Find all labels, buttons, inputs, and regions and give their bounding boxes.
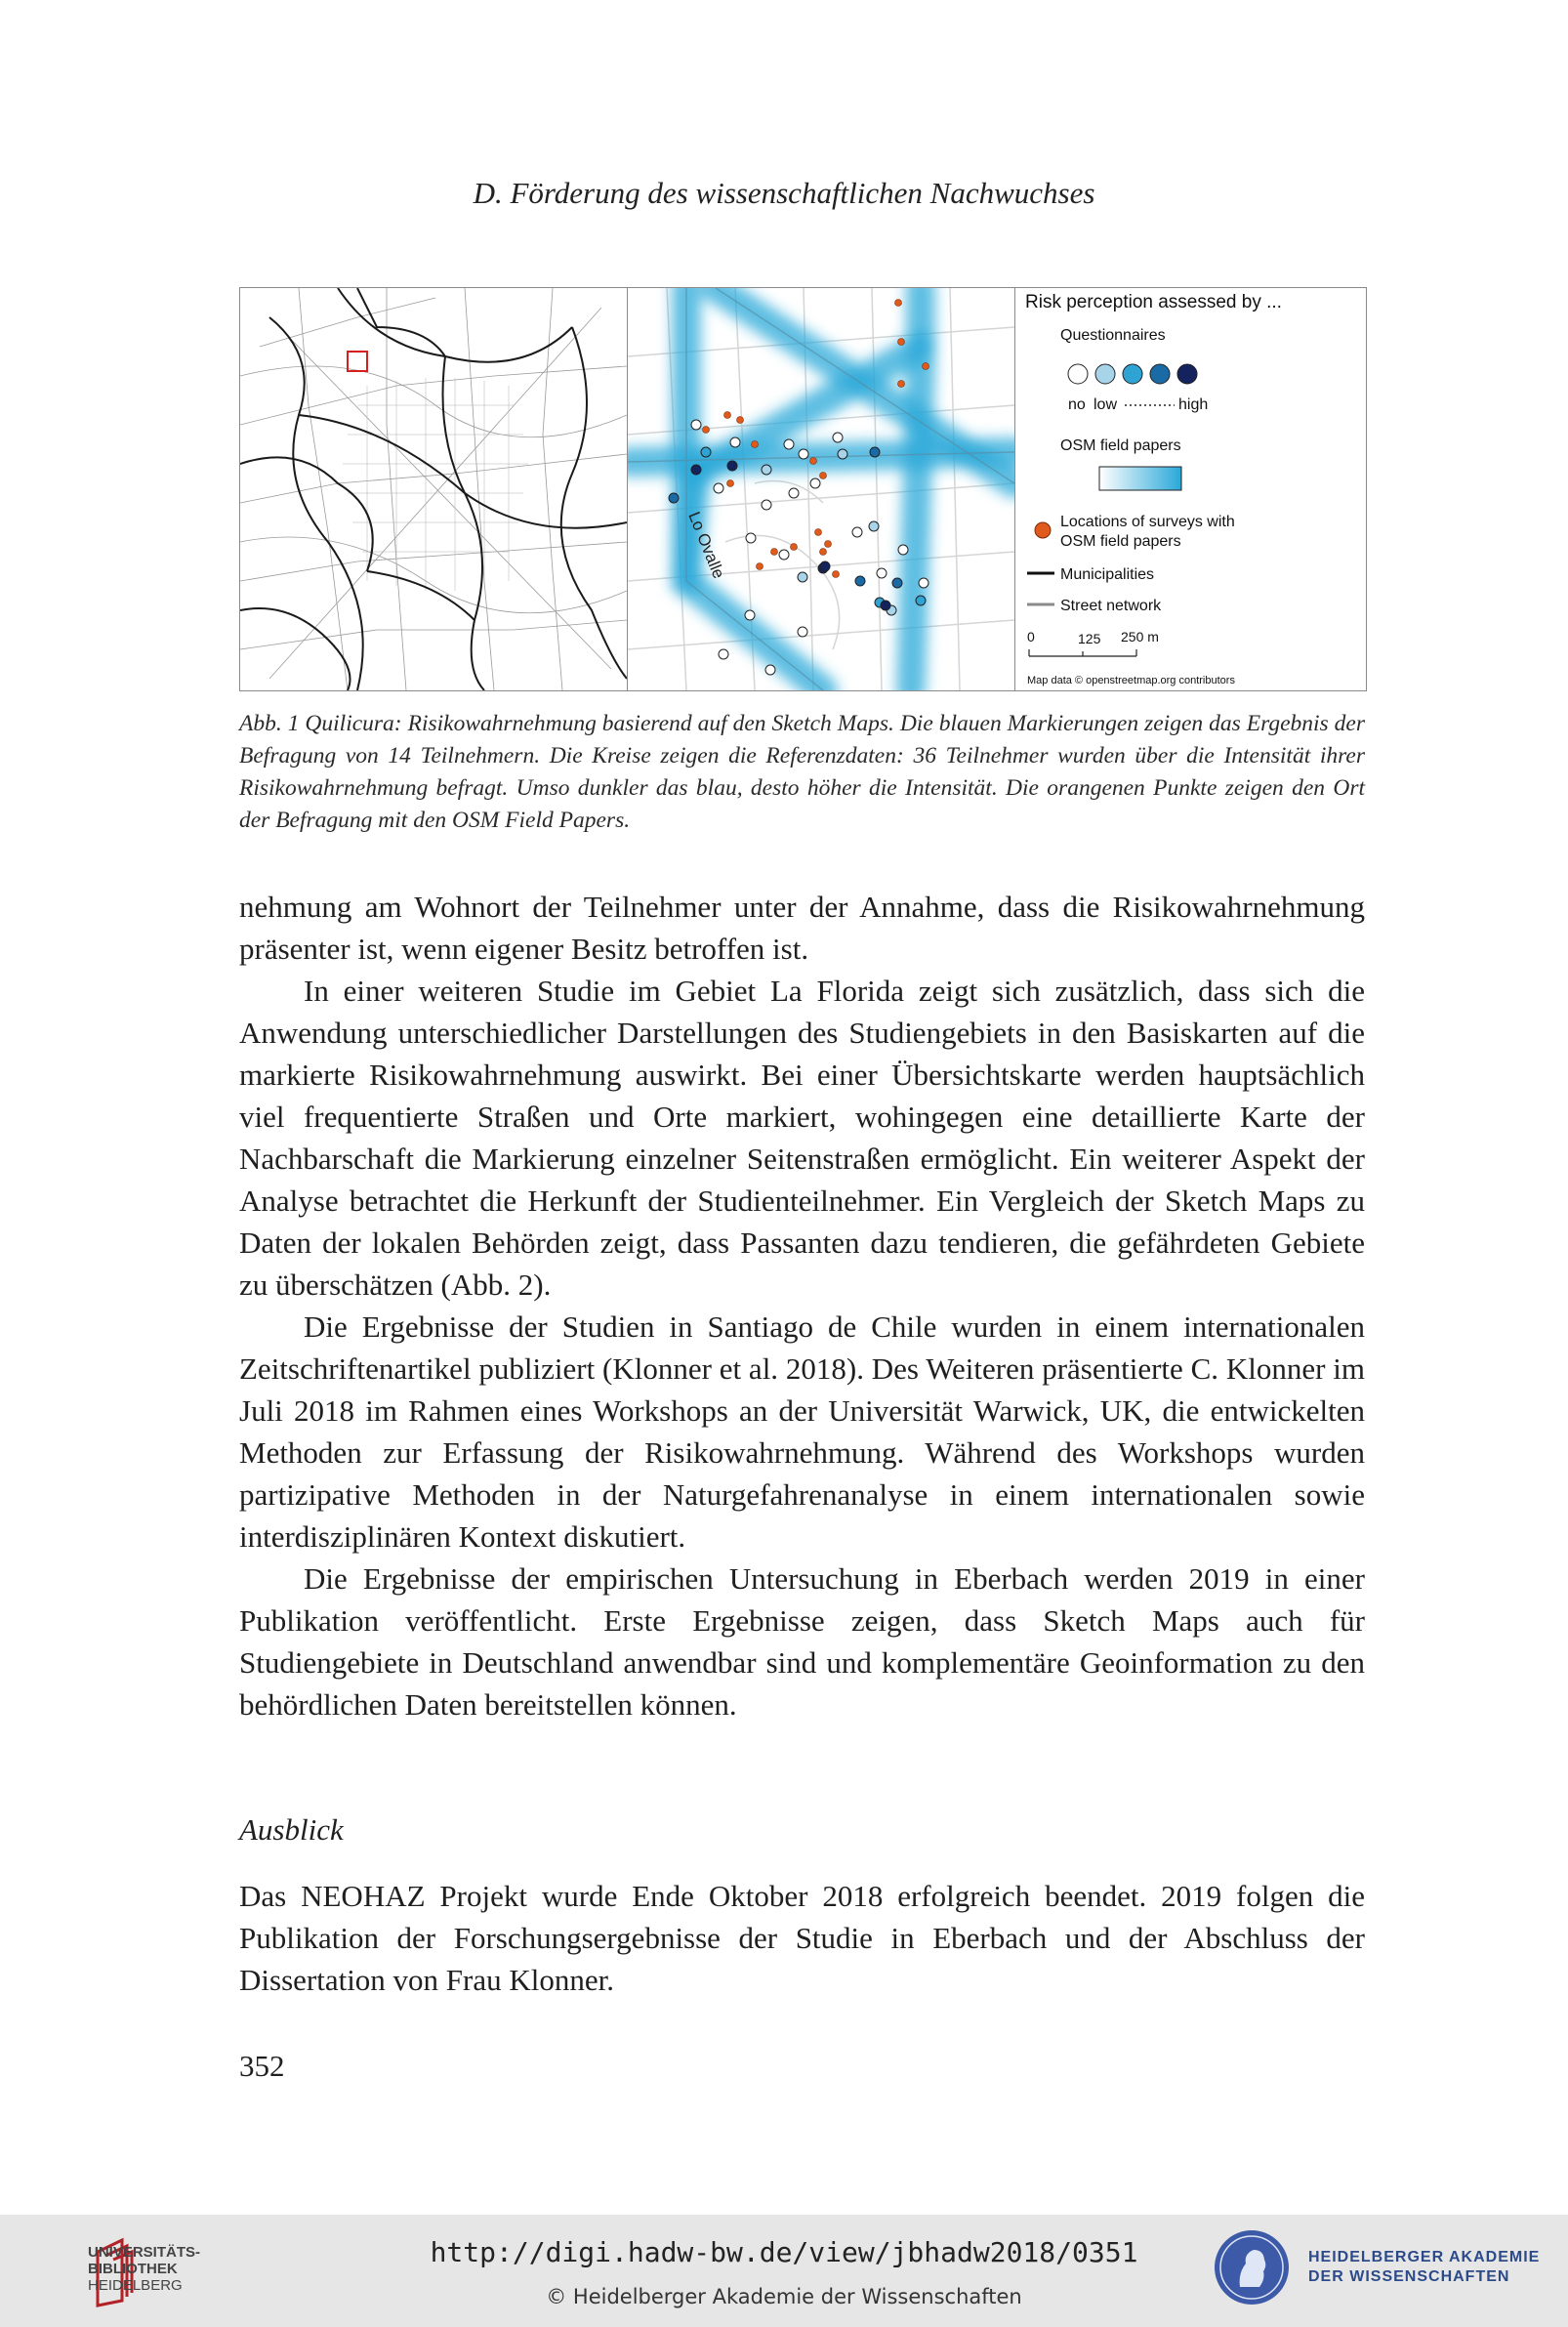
body-text [239,886,1365,1725]
ub-line-3: HEIDELBERG [88,2277,183,2294]
legend-street-network: Street network [1060,598,1162,614]
overview-map-graphic [240,288,627,690]
legend-scale-circles [1068,364,1197,384]
legend-circle-no [1068,364,1088,384]
caption-text: Abb. 1 Quilicura: Risikowahrnehmung basierend auf den Sketch Maps. Die blauen Markierungen zeigen das Ergebnis der Befragung von 14 Teilnehmern. Die Kreise zeigen die Referenzdaten: 36 Teilnehmer wurden über die Intensität ihrer Risikowahrnehmung befragt. Umso dunkler das blau, desto höher die Intensität. Die orangenen Punkte zeigen den Ort der Befragung mit den OSM Field Papers. [239,711,1365,833]
scale-bar-125: 125 [1078,631,1101,646]
paragraph-1: nehmung am Wohnort der Teilnehmer unter der Annahme, dass die Risikowahrnehmung präsenter ist, wenn eigener Besitz betroffen ist. [239,890,1365,966]
hadw-wordmark[interactable] [1308,2248,1540,2287]
legend-circle-upper [1150,364,1170,384]
legend-circle-high [1177,364,1197,384]
legend-osm: OSM field papers [1060,437,1181,454]
running-header: D. Förderung des wissenschaftlichen Nachwuchses [473,176,1095,210]
section-heading: Ausblick [239,1812,344,1847]
footer-copyright: © Heidelberger Akademie der Wissenschaften [546,2285,1022,2308]
page-number: 352 [239,2049,285,2083]
map-attribution: Map data © openstreetmap.org contributors [1027,675,1235,686]
outlook-paragraph: Das NEOHAZ Projekt wurde Ende Oktober 2018 erfolgreich beendet. 2019 folgen die Publikation der Forschungsergebnisse der Studie in Eberbach und der Abschluss der Dissertation von Frau Klonner. [239,1879,1365,1997]
ub-line-2: BIBLIOTHEK [88,2261,178,2277]
hadw-seal-icon[interactable] [1211,2226,1293,2308]
permalink-url[interactable]: http://digi.hadw-bw.de/view/jbhadw2018/0351 [430,2236,1138,2268]
paragraph-2: In einer weiteren Studie im Gebiet La Florida zeigt sich zusätzlich, dass sich die Anwendung unterschiedlicher Darstellungen des Studiengebiets in den Basiskarten auf die markierte Risikowahrnehmung auswirkt. Bei einer Übersichtskarte werden hauptsächlich viel frequentierte Straßen und Orte markiert, wohingegen eine detaillierte Karte der Nachbarschaft die Markierung einzelner Seitenstraßen ermöglicht. Ein weiterer Aspekt der Analyse betrachtet die Herkunft der Studienteilnehmer. Ein Vergleich der Sketch Maps zu Daten der lokalen Behörden zeigt, dass Passanten dazu tendieren, die gefährdeten Gebiete zu überschätzen (Abb. 2). [239,974,1365,1302]
legend-graphic [1015,288,1366,690]
legend-scale-no: no [1068,396,1086,413]
legend-circle-mid [1123,364,1142,384]
map-legend [1015,288,1366,690]
footer-bar [0,2215,1568,2327]
scale-bar-250: 250 m [1121,629,1159,644]
street-label-lo-ovalle: Lo Ovalle [684,509,728,582]
scale-bar [1029,649,1136,656]
detail-sketch-map [628,288,1015,690]
detail-sketch-map-graphic [628,288,1014,690]
legend-scale-low: low [1093,396,1118,413]
legend-circle-low [1095,364,1115,384]
legend-title: Risk perception assessed by ... [1025,292,1282,312]
outlook-section [239,1875,1365,2001]
hadw-line-2: DER WISSENSCHAFTEN [1308,2268,1510,2285]
paragraph-4: Die Ergebnisse der empirischen Untersuchung in Eberbach werden 2019 in einer Publikation veröffentlicht. Erste Ergebnisse zeigen, dass Sketch Maps auch für Studiengebiete in Deutschland anwendbar sind und komplementäre Geoinformation zu den behördlichen Daten bereitstellen können. [239,1561,1365,1722]
hadw-line-1: HEIDELBERGER AKADEMIE [1308,2249,1541,2265]
legend-osm-swatch [1099,467,1181,490]
figure-caption [239,708,1365,837]
legend-survey-line1: Locations of surveys with [1060,514,1235,530]
legend-questionnaires: Questionnaires [1060,327,1166,344]
legend-survey-dot [1035,522,1051,538]
overview-map [240,288,628,690]
paragraph-3: Die Ergebnisse der Studien in Santiago de Chile wurden in einem internationalen Zeitschriftenartikel publiziert (Klonner et al. 2018). Des Weiteren präsentierte C. Klonner im Juli 2018 im Rahmen eines Workshops an der Universität Warwick, UK, die entwickelten Methoden zur Erfassung der Risikowahrnehmung. Während des Workshops wurden partizipative Methoden in der Naturgefahrenanalyse in einem internationalen sowie interdisziplinären Kontext diskutiert. [239,1309,1365,1554]
figure-risk-map [239,287,1367,691]
legend-scale-high: high [1178,396,1209,413]
scale-bar-0: 0 [1027,629,1035,644]
ub-line-1: UNIVERSITÄTS- [88,2244,201,2261]
legend-municipalities: Municipalities [1060,566,1155,583]
legend-survey-line2: OSM field papers [1060,533,1181,550]
